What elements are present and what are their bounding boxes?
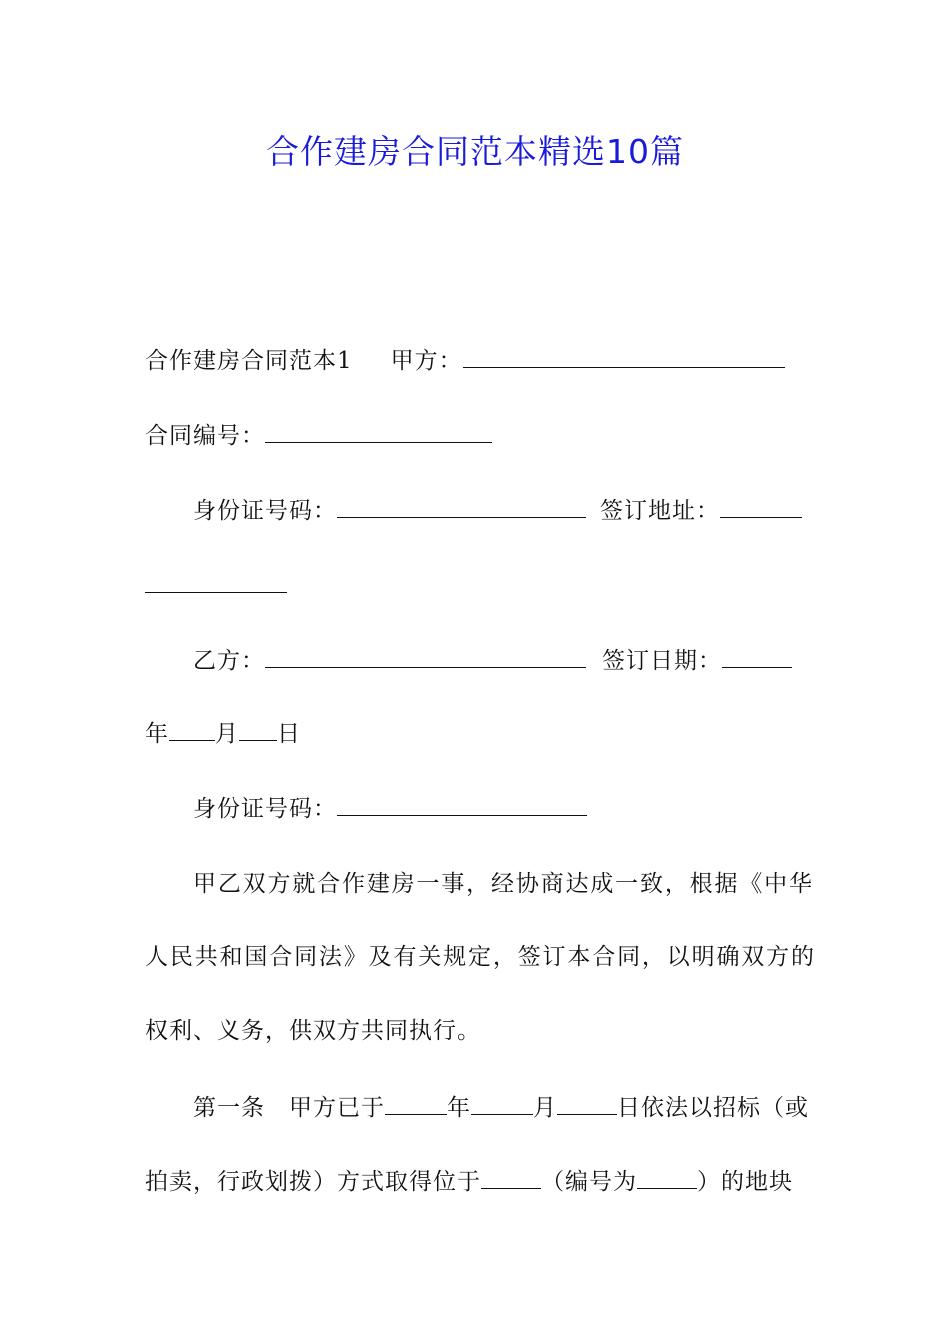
id-b-label: 身份证号码： [193,796,337,822]
sign-place-blank-1 [720,495,802,518]
party-b-line [193,645,813,676]
paragraph-line: 甲乙双方就合作建房一事，经协商达成一致，根据《中华 [193,871,813,897]
month-blank [169,718,215,741]
article-1-year: 年 [447,1095,471,1121]
sign-place-continued-line [145,570,815,601]
article-1-line [193,1092,813,1123]
day-blank [239,718,277,741]
sign-date-blank [722,645,792,668]
article-1-number-blank [637,1166,697,1189]
id-b-line [193,793,813,824]
article-1-year-blank [385,1092,447,1115]
party-a-label: 甲方： [390,348,463,374]
id-a-blank [337,495,586,518]
year-char: 年 [145,721,169,747]
article-1-location-blank [481,1166,541,1189]
article-1-line-2 [145,1166,815,1197]
article-1-month: 月 [533,1095,557,1121]
contract-name: 合作建房合同范本1 [145,348,353,374]
contract-name-line [145,345,815,376]
id-a-line [193,495,813,526]
contract-no-blank [265,420,492,443]
party-a-blank [463,345,785,368]
contract-no-line [145,420,815,451]
paragraph-line: 人民共和国合同法》及有关规定，签订本合同，以明确双方的 [145,944,815,970]
id-a-label: 身份证号码： [193,498,337,524]
date-line [145,718,815,749]
month-char: 月 [215,721,239,747]
party-b-label: 乙方： [193,648,265,674]
article-1-day-blank [557,1092,617,1115]
id-b-blank [337,793,587,816]
sign-place-label: 签订地址： [600,498,720,524]
document-title: 合作建房合同范本精选10篇 [266,132,684,171]
sign-place-blank-2 [145,570,287,593]
article-1-label: 第一条 [193,1095,265,1121]
article-1-text: 日依法以招标（或 [617,1095,809,1121]
article-1-text: ）的地块 [697,1169,793,1195]
contract-no-label: 合同编号： [145,423,265,449]
paragraph-line: 权利、义务，供双方共同执行。 [145,1018,481,1044]
article-1-text: 拍卖，行政划拨）方式取得位于 [145,1169,481,1195]
article-1-text: 甲方已于 [289,1095,385,1121]
day-char: 日 [277,721,301,747]
party-b-blank [265,645,586,668]
sign-date-label: 签订日期： [602,648,722,674]
article-1-text: （编号为 [541,1169,637,1195]
article-1-month-blank [471,1092,533,1115]
